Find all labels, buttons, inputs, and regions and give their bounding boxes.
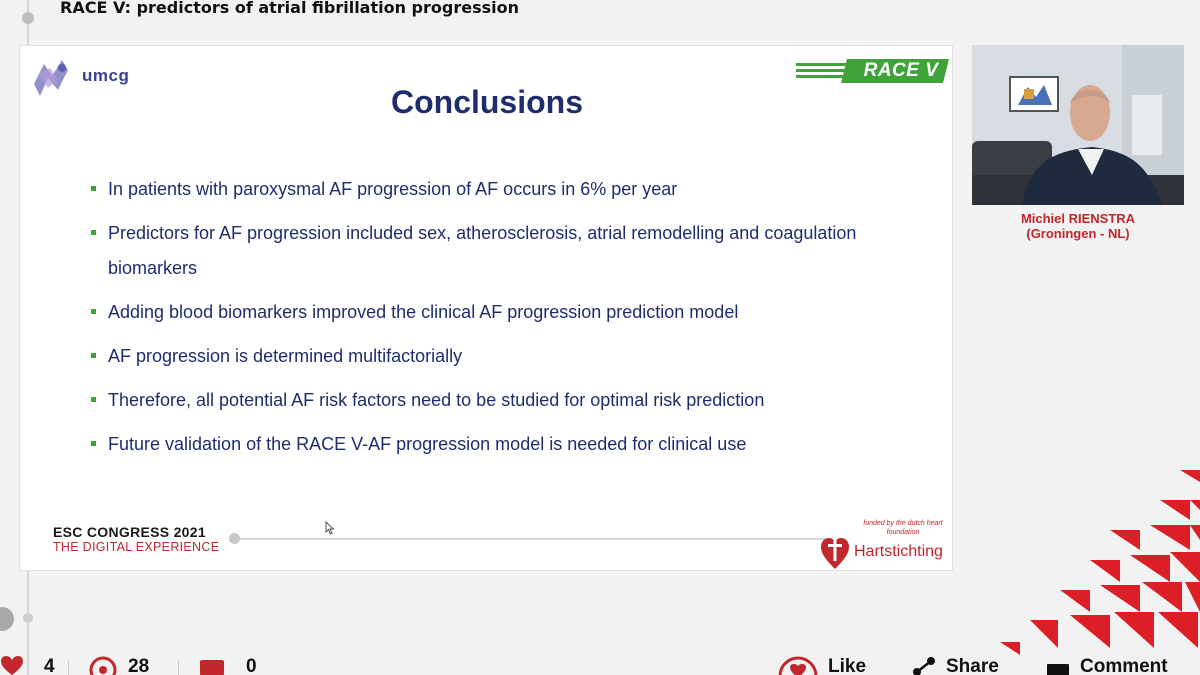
sponsor-name: Hartstichting [854,543,943,560]
comment-icon [1046,656,1070,675]
views-icon [88,656,118,675]
comments-count: 0 [246,656,257,675]
mouse-cursor-icon [325,521,335,535]
presentation-slide [19,45,953,571]
race-v-logo [796,59,946,83]
share-icon [912,656,936,675]
list-item: Predictors for AF progression included sex, atherosclerosis, atrial remodelling and coagulation biomarkers [90,216,930,286]
like-button[interactable] [778,656,866,675]
page-title: RACE V: predictors of atrial fibrillation progression [60,0,519,17]
list-item: Adding blood biomarkers improved the clinical AF progression prediction model [90,295,930,330]
heart-icon [0,656,24,675]
divider [178,660,179,675]
divider [68,660,69,675]
esc-congress-title: ESC CONGRESS 2021 [53,524,206,540]
decorative-pattern [990,470,1200,655]
conclusions-list [90,172,930,462]
share-label: Share [946,656,999,675]
sponsor-tagline: funded by the dutch heart foundation [863,520,943,536]
views-count: 28 [128,656,150,675]
comment-label: Comment [1080,656,1168,675]
list-item: Therefore, all potential AF risk factors need to be studied for optimal risk prediction [90,383,930,418]
speaker-name: Michiel RIENSTRA [1020,211,1136,226]
like-heart-icon [778,656,818,675]
slide-title: Conclusions [390,84,583,120]
timeline-dot[interactable] [22,12,34,24]
comment-bubble-icon [200,656,224,675]
esc-congress-subtitle: THE DIGITAL EXPERIENCE [53,540,220,554]
timeline-dot[interactable] [23,613,33,623]
slide-progress-track[interactable] [236,538,826,540]
comment-button[interactable] [1046,656,1168,675]
like-label: Like [828,656,867,675]
comments-stat[interactable] [200,656,257,675]
umcg-logo-text: umcg [82,66,130,85]
list-item: AF progression is determined multifactorially [90,339,930,374]
slide-progress-handle[interactable] [229,533,240,544]
speaker-video-frame [972,45,1184,205]
speaker-location: (Groningen - NL) [1026,226,1130,241]
list-item: In patients with paroxysmal AF progression of AF occurs in 6% per year [90,172,930,207]
likes-count: 4 [44,656,55,675]
list-item: Future validation of the RACE V-AF progression model is needed for clinical use [90,427,930,462]
views-stat[interactable] [88,656,149,675]
share-button[interactable] [912,656,999,675]
race-v-label: RACE V [863,60,939,81]
speaker-video[interactable] [972,45,1184,205]
timeline-marker[interactable] [0,607,14,631]
likes-stat[interactable] [0,656,55,675]
heart-foundation-icon [820,531,850,571]
